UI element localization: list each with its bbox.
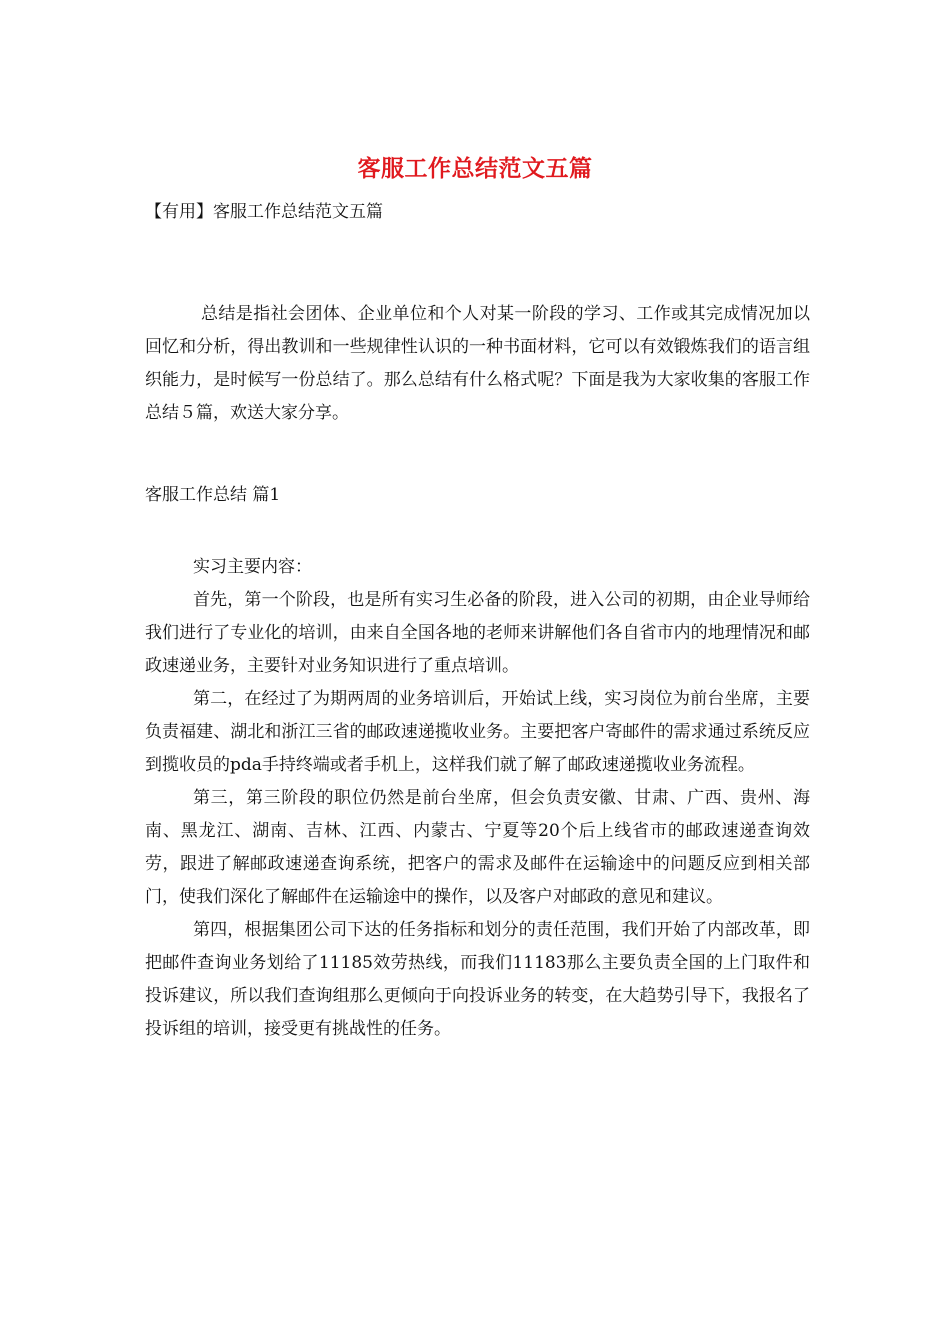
paragraph: 第三，第三阶段的职位仍然是前台坐席，但会负责安徽、甘肃、广西、贵州、海南、黑龙江、湖南、吉林、江西、内蒙古、宁夏等20个后上线省市的邮政速递查询效劳，跟进了解邮政速递查询系统，把客户的需求及邮件在运输途中的问题反应到相关部门，使我们深化了解邮件在运输途中的操作，以及客户对邮政的意见和建议。: [145, 788, 810, 907]
paragraph: 首先，第一个阶段，也是所有实习生必备的阶段，进入公司的初期，由企业导师给我们进行了专业化的培训，由来自全国各地的老师来讲解他们各自省市内的地理情况和邮政速递业务，主要针对业务知识进行了重点培训。: [145, 590, 810, 676]
paragraph: 第二，在经过了为期两周的业务培训后，开始试上线，实习岗位为前台坐席，主要负责福建、湖北和浙江三省的邮政速递揽收业务。主要把客户寄邮件的需求通过系统反应到揽收员的pda手持终端或者手机上，这样我们就了解了邮政速递揽收业务流程。: [145, 689, 810, 775]
document-subtitle: 【有用】客服工作总结范文五篇: [145, 202, 383, 222]
document-title: 客服工作总结范文五篇: [357, 155, 593, 182]
section-body: [145, 551, 810, 1046]
paragraph: 实习主要内容：: [193, 557, 312, 577]
paragraph: 第四，根据集团公司下达的任务指标和划分的责任范围，我们开始了内部改革，即把邮件查询业务划给了11185效劳热线，而我们11183那么主要负责全国的上门取件和投诉建议，所以我们查询组那么更倾向于向投诉业务的转变，在大趋势引导下，我报名了投诉组的培训，接受更有挑战性的任务。: [145, 920, 810, 1039]
section-heading: 客服工作总结 篇1: [145, 485, 281, 505]
intro-paragraph: 总结是指社会团体、企业单位和个人对某一阶段的学习、工作或其完成情况加以回忆和分析，得出教训和一些规律性认识的一种书面材料，它可以有效锻炼我们的语言组织能力，是时候写一份总结了。那么总结有什么格式呢？下面是我为大家收集的客服工作总结５篇，欢送大家分享。: [145, 304, 810, 423]
